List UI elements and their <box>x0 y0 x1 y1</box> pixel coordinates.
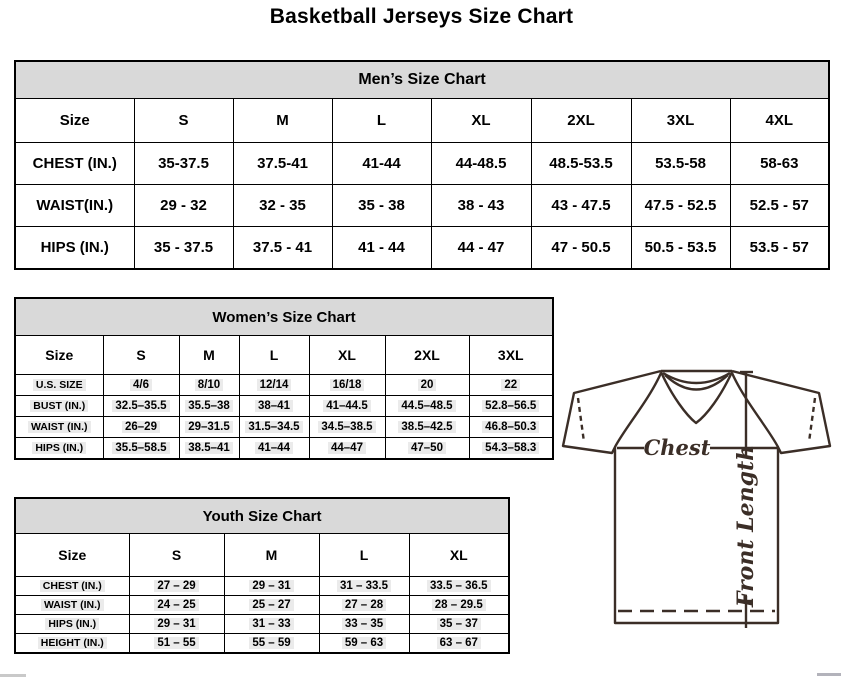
jersey-measurement-diagram <box>556 360 836 680</box>
jersey-outline <box>563 371 830 623</box>
youth-chart-value-cell <box>224 596 319 615</box>
mens-chart-size-header: Size <box>15 99 134 143</box>
highlighted-text: WAIST (IN.) <box>41 599 104 611</box>
highlighted-text: 59 – 63 <box>342 637 386 649</box>
highlighted-text: CHEST (IN.) <box>40 580 105 592</box>
youth-chart-size-col-l: L <box>319 534 409 577</box>
womens-chart-value-cell <box>239 375 309 396</box>
mens-chart-value-cell: 48.5-53.5 <box>531 143 631 185</box>
highlighted-text: 31 – 33 <box>249 618 293 630</box>
womens-chart-value-cell <box>309 375 385 396</box>
youth-chart-value-cell <box>319 596 409 615</box>
mens-chart-value-cell: 35-37.5 <box>134 143 233 185</box>
page-title: Basketball Jerseys Size Chart <box>269 5 574 28</box>
womens-chart-measurement-row <box>15 375 553 396</box>
highlighted-text: BUST (IN.) <box>30 400 88 412</box>
right-sleeve-seam <box>732 373 778 447</box>
youth-chart-value-cell <box>129 596 224 615</box>
mens-chart-value-cell: 35 - 37.5 <box>134 227 233 269</box>
mens-chart-value-cell: 52.5 - 57 <box>730 185 829 227</box>
mens-chart-value-cell: 47.5 - 52.5 <box>631 185 730 227</box>
womens-chart-value-cell <box>239 396 309 417</box>
youth-chart-measurement-row <box>15 615 509 634</box>
highlighted-text: 52.8–56.5 <box>482 400 539 412</box>
scrollbar-fragment-right <box>817 673 841 676</box>
womens-size-chart-section <box>14 297 552 460</box>
womens-chart-value-cell <box>179 438 239 459</box>
mens-chart-row-label: HIPS (IN.) <box>15 227 134 269</box>
womens-chart-value-cell <box>179 417 239 438</box>
womens-chart-row-label <box>15 438 103 459</box>
youth-chart-value-cell <box>409 634 509 653</box>
womens-chart-value-cell <box>103 396 179 417</box>
womens-chart-value-cell <box>239 438 309 459</box>
highlighted-text: 27 – 29 <box>154 580 198 592</box>
highlighted-text: 22 <box>501 379 520 391</box>
mens-chart-measurement-row <box>15 227 829 269</box>
left-cuff-stitch <box>578 398 584 442</box>
highlighted-text: 38.5–42.5 <box>398 421 455 433</box>
womens-chart-title: Women’s Size Chart <box>15 298 553 336</box>
mens-chart-size-col-l: L <box>332 99 431 143</box>
womens-chart-value-cell <box>469 375 553 396</box>
youth-chart-value-cell <box>224 634 319 653</box>
womens-chart-measurement-row <box>15 417 553 438</box>
mens-chart-size-col-3xl: 3XL <box>631 99 730 143</box>
highlighted-text: 4/6 <box>130 379 152 391</box>
youth-chart-size-col-s: S <box>129 534 224 577</box>
mens-chart-value-cell: 37.5-41 <box>233 143 332 185</box>
youth-size-chart-section <box>14 497 508 654</box>
youth-chart-size-col-xl: XL <box>409 534 509 577</box>
highlighted-text: 38.5–41 <box>185 442 233 454</box>
womens-chart-value-cell <box>385 375 469 396</box>
womens-chart-row-label <box>15 417 103 438</box>
mens-chart-table <box>14 60 830 270</box>
womens-chart-value-cell <box>103 417 179 438</box>
youth-chart-value-cell <box>319 577 409 596</box>
highlighted-text: 29 – 31 <box>249 580 293 592</box>
womens-chart-row-label <box>15 396 103 417</box>
highlighted-text: 41–44.5 <box>323 400 371 412</box>
highlighted-text: 8/10 <box>195 379 223 391</box>
youth-chart-table <box>14 497 510 654</box>
youth-chart-value-cell <box>224 577 319 596</box>
womens-chart-value-cell <box>179 396 239 417</box>
highlighted-text: 29 – 31 <box>154 618 198 630</box>
womens-chart-value-cell <box>385 396 469 417</box>
womens-chart-size-col-xl: XL <box>309 336 385 375</box>
mens-chart-value-cell: 38 - 43 <box>431 185 531 227</box>
mens-chart-value-cell: 44-48.5 <box>431 143 531 185</box>
womens-chart-size-col-2xl: 2XL <box>385 336 469 375</box>
womens-chart-value-cell <box>239 417 309 438</box>
youth-chart-title: Youth Size Chart <box>15 498 509 534</box>
youth-chart-value-cell <box>129 615 224 634</box>
mens-chart-size-col-m: M <box>233 99 332 143</box>
mens-chart-value-cell: 44 - 47 <box>431 227 531 269</box>
womens-chart-size-col-m: M <box>179 336 239 375</box>
right-cuff-stitch <box>809 398 815 442</box>
highlighted-text: 29–31.5 <box>185 421 233 433</box>
highlighted-text: 33 – 35 <box>342 618 386 630</box>
youth-chart-value-cell <box>409 596 509 615</box>
highlighted-text: 31.5–34.5 <box>245 421 302 433</box>
womens-chart-value-cell <box>469 396 553 417</box>
highlighted-text: 46.8–50.3 <box>482 421 539 433</box>
youth-chart-value-cell <box>224 615 319 634</box>
mens-chart-value-cell: 32 - 35 <box>233 185 332 227</box>
youth-chart-value-cell <box>409 577 509 596</box>
highlighted-text: 44.5–48.5 <box>398 400 455 412</box>
highlighted-text: 35 – 37 <box>437 618 481 630</box>
mens-chart-value-cell: 53.5 - 57 <box>730 227 829 269</box>
youth-chart-value-cell <box>129 634 224 653</box>
mens-size-chart-section <box>14 60 828 270</box>
mens-chart-measurement-row <box>15 143 829 185</box>
highlighted-text: 54.3–58.3 <box>482 442 539 454</box>
highlighted-text: 16/18 <box>330 379 365 391</box>
mens-chart-value-cell: 58-63 <box>730 143 829 185</box>
highlighted-text: HEIGHT (IN.) <box>38 637 107 649</box>
highlighted-text: 34.5–38.5 <box>318 421 375 433</box>
highlighted-text: HIPS (IN.) <box>45 618 99 630</box>
highlighted-text: 24 – 25 <box>154 599 198 611</box>
highlighted-text: 47–50 <box>408 442 446 454</box>
highlighted-text: 35.5–58.5 <box>112 442 169 454</box>
highlighted-text: 63 – 67 <box>437 637 481 649</box>
womens-chart-size-col-3xl: 3XL <box>469 336 553 375</box>
highlighted-text: 27 – 28 <box>342 599 386 611</box>
highlighted-text: 12/14 <box>257 379 292 391</box>
womens-chart-size-header: Size <box>15 336 103 375</box>
youth-chart-measurement-row <box>15 577 509 596</box>
womens-chart-value-cell <box>469 438 553 459</box>
mens-chart-size-col-2xl: 2XL <box>531 99 631 143</box>
highlighted-text: 33.5 – 36.5 <box>427 580 491 592</box>
highlighted-text: WAIST (IN.) <box>28 421 91 433</box>
highlighted-text: 38–41 <box>255 400 293 412</box>
womens-chart-table <box>14 297 554 460</box>
womens-chart-size-col-l: L <box>239 336 309 375</box>
highlighted-text: HIPS (IN.) <box>32 442 86 454</box>
youth-chart-measurement-row <box>15 634 509 653</box>
highlighted-text: 32.5–35.5 <box>112 400 169 412</box>
youth-chart-value-cell <box>319 634 409 653</box>
highlighted-text: 41–44 <box>255 442 293 454</box>
highlighted-text: 20 <box>418 379 437 391</box>
mens-chart-value-cell: 35 - 38 <box>332 185 431 227</box>
mens-chart-row-label: CHEST (IN.) <box>15 143 134 185</box>
youth-chart-value-cell <box>409 615 509 634</box>
youth-chart-value-cell <box>319 615 409 634</box>
mens-chart-value-cell: 41-44 <box>332 143 431 185</box>
highlighted-text: 44–47 <box>328 442 366 454</box>
mens-chart-value-cell: 43 - 47.5 <box>531 185 631 227</box>
womens-chart-size-col-s: S <box>103 336 179 375</box>
mens-chart-value-cell: 50.5 - 53.5 <box>631 227 730 269</box>
youth-chart-size-header: Size <box>15 534 129 577</box>
mens-chart-size-col-4xl: 4XL <box>730 99 829 143</box>
chest-label: Chest <box>643 435 711 460</box>
highlighted-text: 35.5–38 <box>185 400 233 412</box>
highlighted-text: 31 – 33.5 <box>337 580 391 592</box>
womens-chart-value-cell <box>103 438 179 459</box>
youth-chart-row-label <box>15 634 129 653</box>
mens-chart-value-cell: 29 - 32 <box>134 185 233 227</box>
highlighted-text: U.S. SIZE <box>33 379 86 391</box>
highlighted-text: 28 – 29.5 <box>432 599 486 611</box>
mens-chart-value-cell: 37.5 - 41 <box>233 227 332 269</box>
highlighted-text: 51 – 55 <box>154 637 198 649</box>
mens-chart-size-col-s: S <box>134 99 233 143</box>
highlighted-text: 26–29 <box>122 421 160 433</box>
womens-chart-value-cell <box>309 417 385 438</box>
front-length-label: Front Length <box>733 444 759 608</box>
womens-chart-measurement-row <box>15 396 553 417</box>
mens-chart-row-label: WAIST(IN.) <box>15 185 134 227</box>
mens-chart-value-cell: 47 - 50.5 <box>531 227 631 269</box>
womens-chart-value-cell <box>385 438 469 459</box>
womens-chart-value-cell <box>103 375 179 396</box>
youth-chart-measurement-row <box>15 596 509 615</box>
mens-chart-measurement-row <box>15 185 829 227</box>
youth-chart-row-label <box>15 577 129 596</box>
mens-chart-size-col-xl: XL <box>431 99 531 143</box>
womens-chart-value-cell <box>309 438 385 459</box>
womens-chart-value-cell <box>385 417 469 438</box>
highlighted-text: 25 – 27 <box>249 599 293 611</box>
womens-chart-value-cell <box>179 375 239 396</box>
youth-chart-size-col-m: M <box>224 534 319 577</box>
womens-chart-measurement-row <box>15 438 553 459</box>
youth-chart-row-label <box>15 615 129 634</box>
womens-chart-row-label <box>15 375 103 396</box>
mens-chart-value-cell: 41 - 44 <box>332 227 431 269</box>
mens-chart-title: Men’s Size Chart <box>15 61 829 99</box>
highlighted-text: 55 – 59 <box>249 637 293 649</box>
youth-chart-row-label <box>15 596 129 615</box>
mens-chart-value-cell: 53.5-58 <box>631 143 730 185</box>
womens-chart-value-cell <box>469 417 553 438</box>
womens-chart-value-cell <box>309 396 385 417</box>
youth-chart-value-cell <box>129 577 224 596</box>
scrollbar-fragment-left <box>0 674 26 677</box>
